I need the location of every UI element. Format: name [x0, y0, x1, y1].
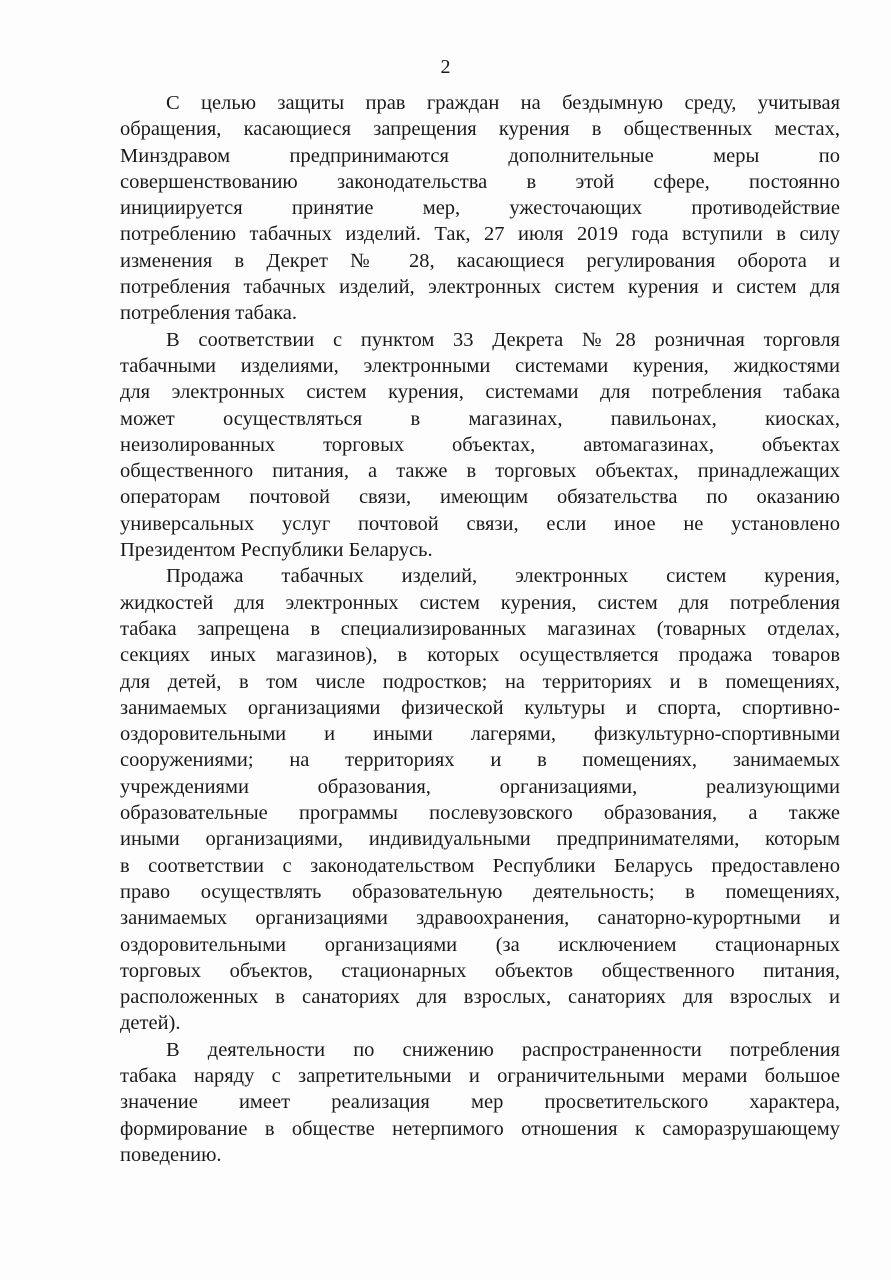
text-line: Президентом Республики Беларусь. [120, 539, 433, 562]
text-line: расположенных в санаториях для взрослых, санаториях для взрослых и [120, 986, 840, 1009]
paragraph [120, 327, 840, 564]
text-line: оздоровительными организациями (за исключением стационарных [120, 933, 840, 956]
text-line: инициируется принятие мер, ужесточающих противодействие [120, 197, 840, 220]
text-line: значение имеет реализация мер просветительского характера, [120, 1091, 840, 1114]
paragraph [120, 1037, 840, 1168]
text-line: может осуществляться в магазинах, павильонах, киосках, [120, 407, 840, 430]
page-number: 2 [440, 56, 451, 78]
text-line: торговых объектов, стационарных объектов общественного питания, [120, 959, 840, 982]
text-line: потребления табачных изделий, электронных систем курения и систем для [120, 276, 840, 299]
text-line: В деятельности по снижению распространенности потребления [166, 1038, 840, 1061]
text-line: общественного питания, а также в торговых объектах, принадлежащих [120, 460, 840, 483]
text-line: формирование в обществе нетерпимого отношения к саморазрушающему [120, 1117, 840, 1140]
text-line: сооружениями; на территориях и в помещениях, занимаемых [120, 749, 840, 772]
text-line: обращения, касающиеся запрещения курения в общественных местах, [120, 118, 840, 141]
text-line: иными организациями, индивидуальными предпринимателями, которым [120, 828, 840, 851]
text-line: С целью защиты прав граждан на бездымную среду, учитывая [166, 92, 840, 114]
text-line: совершенствованию законодательства в этой сфере, постоянно [120, 170, 840, 193]
text-line: для электронных систем курения, системами для потребления табака [120, 381, 840, 404]
text-line: учреждениями образования, организациями, реализующими [120, 775, 840, 798]
text-line: для детей, в том числе подростков; на территориях и в помещениях, [120, 670, 840, 693]
text-line: жидкостей для электронных систем курения, систем для потребления [120, 591, 840, 614]
text-line: в соответствии с законодательством Республики Беларусь предоставлено [120, 854, 840, 877]
text-line: неизолированных торговых объектах, автомагазинах, объектах [120, 433, 840, 456]
text-line: табака наряду с запретительными и ограничительными мерами большое [120, 1064, 840, 1087]
text-line: Продажа табачных изделий, электронных систем курения, [166, 565, 840, 588]
text-line: потребления табака. [120, 302, 297, 325]
text-line: В соответствии с пунктом 33 Декрета №28 розничная торговля [166, 328, 840, 351]
paragraph [120, 563, 840, 1036]
text-line: потреблению табачных изделий. Так, 27 июля 2019 года вступили в силу [120, 223, 840, 246]
text-line: право осуществлять образовательную деятельность; в помещениях, [120, 880, 840, 903]
text-line: табачными изделиями, электронными системами курения, жидкостями [120, 354, 840, 377]
text-line: образовательные программы послевузовского образования, а также [120, 802, 840, 825]
text-line: занимаемых организациями здравоохранения, санаторно-курортными и [120, 907, 840, 930]
text-line: детей). [120, 1012, 181, 1035]
text-line: оздоровительными и иными лагерями, физкультурно-спортивными [120, 723, 840, 746]
text-line: занимаемых организациями физической культуры и спорта, спортивно- [120, 696, 840, 719]
text-line: поведению. [120, 1143, 222, 1166]
text-line: операторам почтовой связи, имеющим обязательства по оказанию [120, 486, 840, 509]
paragraph [120, 90, 840, 327]
text-line: изменения в Декрет № 28, касающиеся регулирования оборота и [120, 249, 840, 272]
text-line: секциях иных магазинов), в которых осуществляется продажа товаров [120, 644, 840, 667]
text-line: универсальных услуг почтовой связи, если иное не установлено [120, 512, 840, 535]
document-body [120, 90, 840, 1168]
text-line: Минздравом предпринимаются дополнительные меры по [120, 144, 840, 167]
text-line: табака запрещена в специализированных магазинах (товарных отделах, [120, 617, 840, 640]
